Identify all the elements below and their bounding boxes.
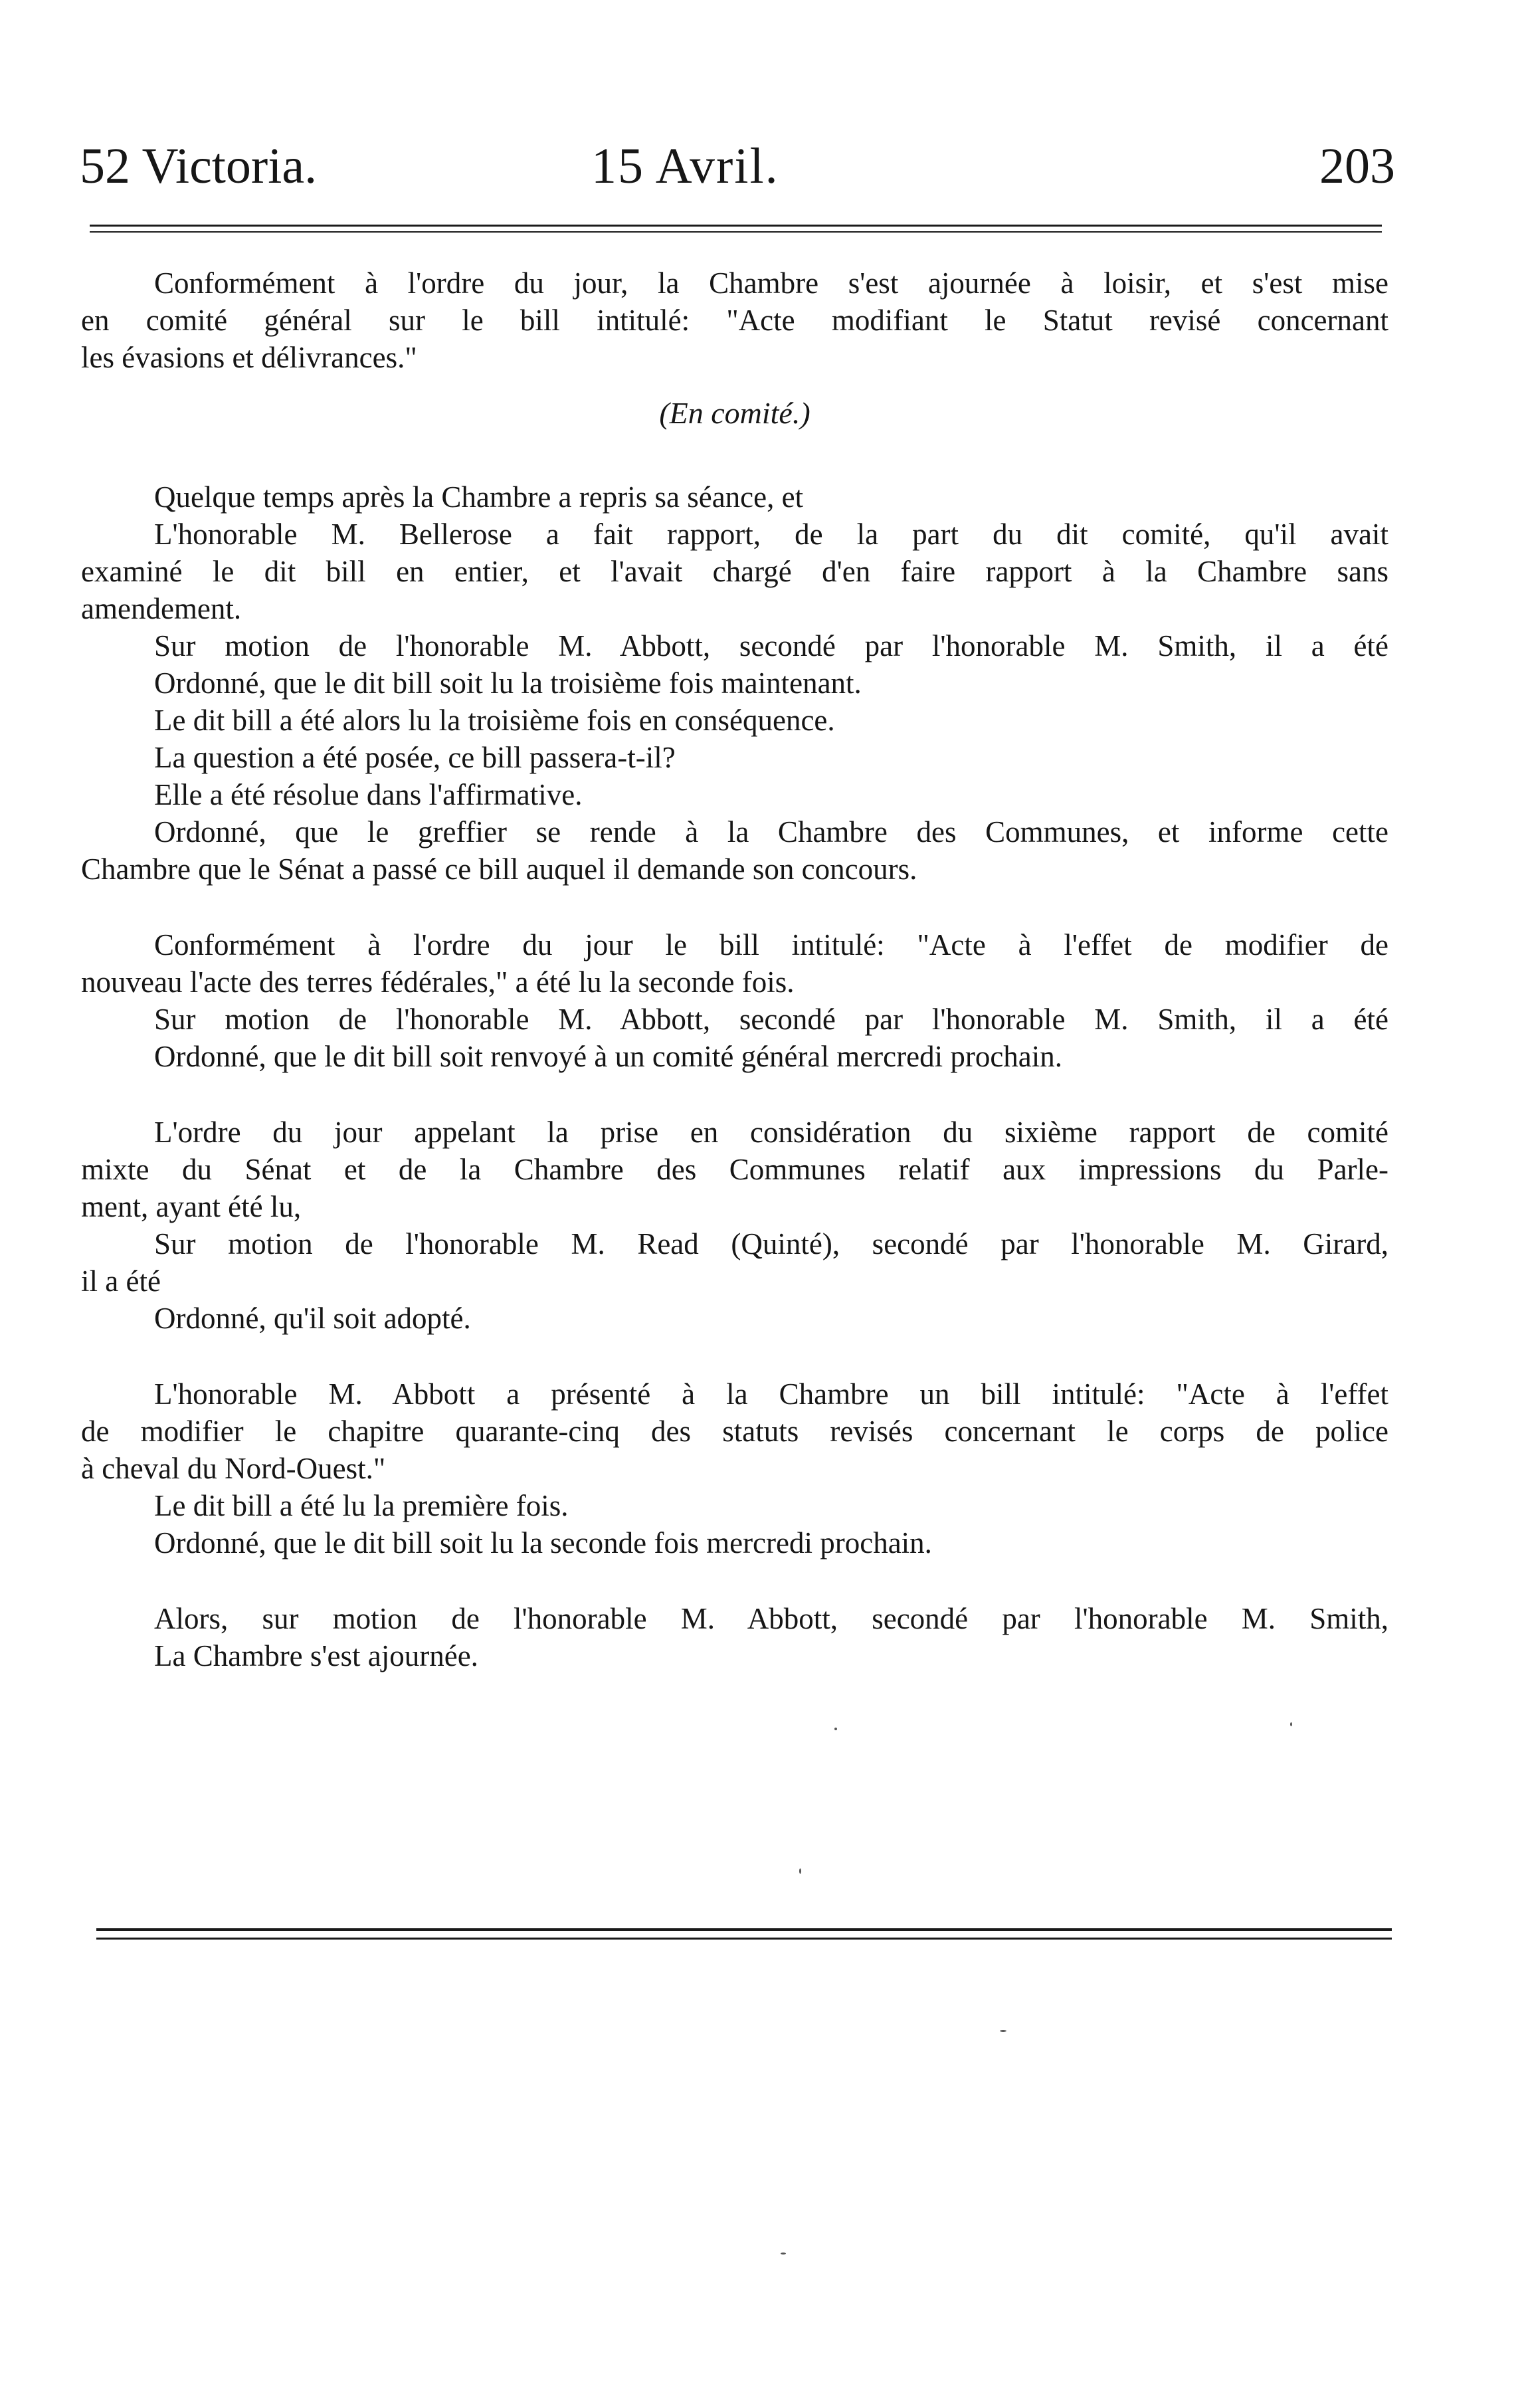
- text-line: La question a été posée, ce bill passera-t-il?: [154, 741, 676, 774]
- text-line: amendement.: [81, 592, 242, 625]
- text-line: L'honorable M. Abbott a présenté à la Chambre un bill intitulé: "Acte à l'effet: [154, 1377, 1388, 1411]
- text-line: Le dit bill a été alors lu la troisième fois en conséquence.: [154, 704, 835, 737]
- text-line: examiné le dit bill en entier, et l'avait chargé d'en faire rapport à la Chambre sans: [81, 555, 1388, 588]
- footer-rule: [96, 1928, 1392, 1940]
- running-head: [80, 130, 1395, 203]
- text-line: Ordonné, que le dit bill soit lu la seconde fois mercredi prochain.: [154, 1526, 932, 1559]
- text-line: Quelque temps après la Chambre a repris sa séance, et: [154, 480, 804, 514]
- text-line: Sur motion de l'honorable M. Abbott, secondé par l'honorable M. Smith, il a été: [154, 1003, 1388, 1036]
- page-number: 203: [1319, 138, 1395, 194]
- text-line: Sur motion de l'honorable M. Abbott, secondé par l'honorable M. Smith, il a été: [154, 629, 1388, 662]
- header-rule: [90, 225, 1382, 233]
- paragraph-committee-report: [81, 478, 1388, 888]
- text-line: en comité général sur le bill intitulé: "Acte modifiant le Statut revisé concernant: [81, 304, 1388, 337]
- text-line: Conformément à l'ordre du jour le bill intitulé: "Acte à l'effet de modifier de: [154, 928, 1388, 961]
- paragraph-sixieme-rapport: [81, 1114, 1388, 1337]
- header-center: 15 Avril.: [591, 138, 779, 194]
- text-line: Sur motion de l'honorable M. Read (Quinté), secondé par l'honorable M. Girard,: [154, 1227, 1388, 1260]
- speck: [1000, 2030, 1006, 2032]
- body-text: [81, 264, 1388, 1674]
- text-line: Ordonné, que le dit bill soit renvoyé à un comité général mercredi prochain.: [154, 1040, 1063, 1073]
- text-line: Le dit bill a été lu la première fois.: [154, 1489, 569, 1522]
- text-line: La Chambre s'est ajournée.: [154, 1639, 478, 1672]
- text-line: les évasions et délivrances.": [81, 341, 417, 374]
- committee-heading: (En comité.): [659, 396, 810, 430]
- header-left: 52 Victoria.: [80, 138, 318, 194]
- text-line: Ordonné, que le dit bill soit lu la troisième fois maintenant.: [154, 666, 862, 700]
- text-line: Ordonné, que le greffier se rende à la Chambre des Communes, et informe cette: [154, 815, 1388, 849]
- paragraph-committee-intro: [81, 264, 1388, 376]
- text-line: mixte du Sénat et de la Chambre des Communes relatif aux impressions du Parle-: [81, 1153, 1388, 1186]
- speck: [1290, 1722, 1292, 1726]
- paragraph-terres-federales: [81, 926, 1388, 1075]
- text-line: Conformément à l'ordre du jour, la Chambre s'est ajournée à loisir, et s'est mise: [154, 266, 1388, 300]
- text-line: Elle a été résolue dans l'affirmative.: [154, 778, 583, 811]
- paragraph-police-nord-ouest: [81, 1375, 1388, 1561]
- speck: [781, 2253, 786, 2255]
- speck: [799, 1868, 801, 1874]
- text-line: à cheval du Nord-Ouest.": [81, 1452, 386, 1485]
- text-line: L'ordre du jour appelant la prise en considération du sixième rapport de comité: [154, 1116, 1388, 1149]
- text-line: de modifier le chapitre quarante-cinq des statuts revisés concernant le corps de police: [81, 1415, 1388, 1448]
- text-line: Ordonné, qu'il soit adopté.: [154, 1302, 471, 1335]
- text-line: Chambre que le Sénat a passé ce bill auquel il demande son concours.: [81, 853, 917, 886]
- text-line: Alors, sur motion de l'honorable M. Abbott, secondé par l'honorable M. Smith,: [154, 1602, 1388, 1635]
- text-line: L'honorable M. Bellerose a fait rapport, de la part du dit comité, qu'il avait: [154, 518, 1388, 551]
- speck: [834, 1728, 837, 1730]
- text-line: ment, ayant été lu,: [81, 1190, 302, 1223]
- paragraph-ajournement: [81, 1600, 1388, 1674]
- text-line: il a été: [81, 1264, 161, 1298]
- text-line: nouveau l'acte des terres fédérales," a été lu la seconde fois.: [81, 965, 795, 999]
